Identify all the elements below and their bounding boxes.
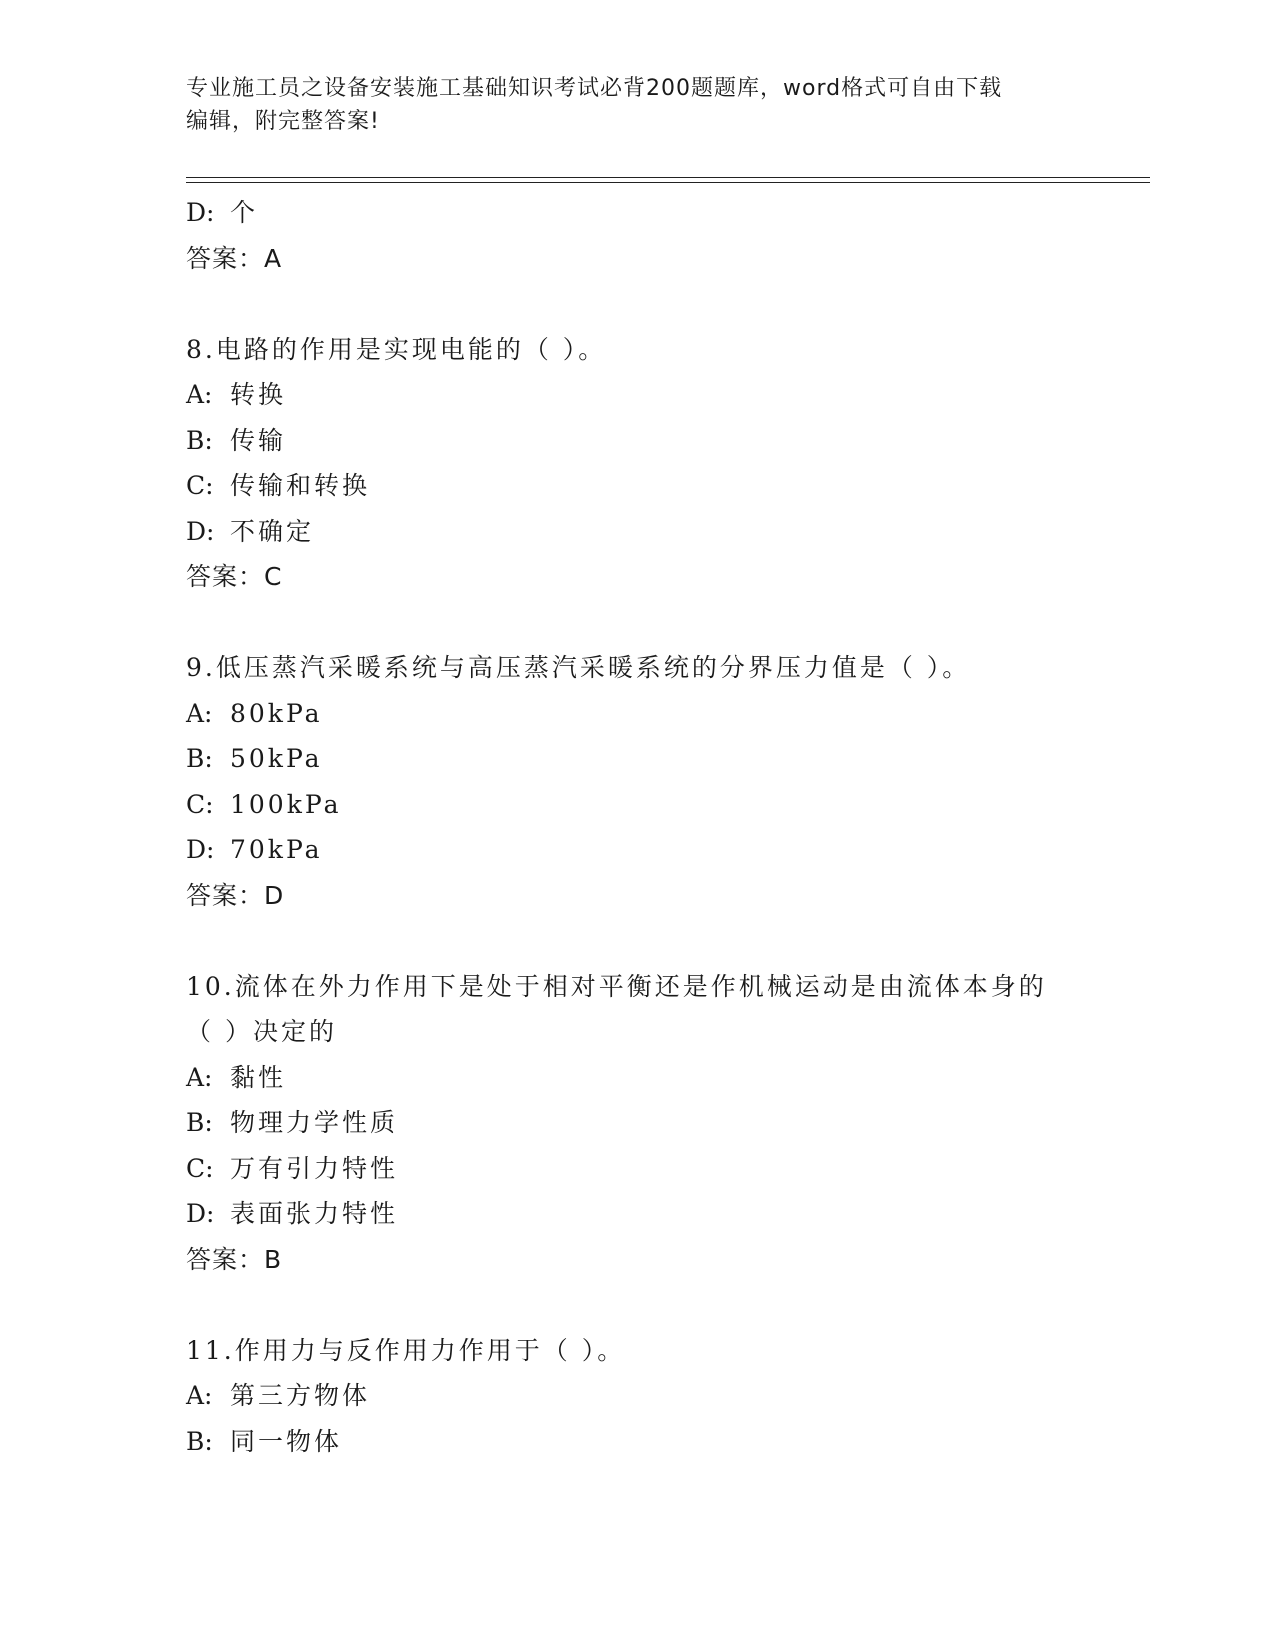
option-key: A: (186, 698, 213, 728)
option-b (186, 418, 1086, 464)
option-key: D: (186, 1199, 215, 1228)
option-text: 不确定 (230, 516, 315, 546)
option-key: B: (186, 425, 213, 455)
option-key: A: (186, 1381, 213, 1410)
option-text: 物理力学性质 (230, 1108, 399, 1137)
option-text: 传输和转换 (230, 471, 371, 500)
document-header (186, 72, 1066, 138)
option-key: C: (186, 789, 214, 819)
option-key: C: (186, 471, 214, 500)
option-text: 70kPa (230, 835, 323, 864)
question-block-8 (186, 327, 1086, 600)
option-c (186, 1146, 1086, 1192)
option-key: D: (186, 198, 215, 227)
question-stem: 9.低压蒸汽采暖系统与高压蒸汽采暖系统的分界压力值是（ ）。 (186, 653, 971, 682)
option-text: 传输 (230, 425, 287, 455)
option-d (186, 827, 1086, 873)
option-d (186, 509, 1086, 555)
option-b (186, 1100, 1086, 1146)
option-text: 转换 (230, 380, 287, 409)
question-block-9 (186, 645, 1086, 918)
option-text: 第三方物体 (230, 1381, 371, 1410)
answer-line: 答案：A (186, 243, 283, 273)
option-c (186, 463, 1086, 509)
option-text: 100kPa (230, 789, 342, 819)
question-stem: 10.流体在外力作用下是处于相对平衡还是作机械运动是由流体本身的 (186, 971, 1047, 1001)
option-key: A: (186, 1062, 213, 1092)
option-key: B: (186, 1108, 213, 1137)
option-a (186, 1373, 1086, 1419)
option-text: 50kPa (230, 744, 323, 773)
option-text: 表面张力特性 (230, 1199, 399, 1228)
option-c (186, 782, 1086, 828)
option-text: 个 (230, 198, 259, 227)
question-block-10 (186, 964, 1086, 1283)
option-key: B: (186, 744, 213, 773)
question-stem-continued: （ ）决定的 (186, 1017, 337, 1046)
answer-line: 答案：D (186, 880, 285, 910)
option-d (186, 1191, 1086, 1237)
question-block-11 (186, 1328, 1086, 1465)
question-list (186, 190, 1086, 1464)
option-d (186, 190, 1086, 236)
option-key: A: (186, 380, 213, 409)
option-text: 80kPa (230, 698, 323, 728)
option-key: D: (186, 516, 215, 546)
option-a (186, 372, 1086, 418)
option-key: D: (186, 835, 215, 864)
header-title-line1: 专业施工员之设备安装施工基础知识考试必背200题题库，word格式可自由下载 (186, 76, 1003, 101)
question-stem: 11.作用力与反作用力作用于（ ）。 (186, 1335, 626, 1365)
option-key: B: (186, 1426, 213, 1456)
option-key: C: (186, 1153, 214, 1183)
option-b (186, 1419, 1086, 1465)
answer-line: 答案：B (186, 1244, 283, 1274)
option-a (186, 691, 1086, 737)
question-stem: 8.电路的作用是实现电能的（ ）。 (186, 334, 607, 364)
option-text: 黏性 (230, 1062, 287, 1092)
header-title-line2: 编辑，附完整答案! (186, 109, 380, 134)
header-divider (186, 177, 1150, 183)
option-text: 万有引力特性 (230, 1153, 399, 1183)
option-b (186, 736, 1086, 782)
option-a (186, 1055, 1086, 1101)
answer-line: 答案：C (186, 562, 283, 591)
option-text: 同一物体 (230, 1426, 343, 1456)
